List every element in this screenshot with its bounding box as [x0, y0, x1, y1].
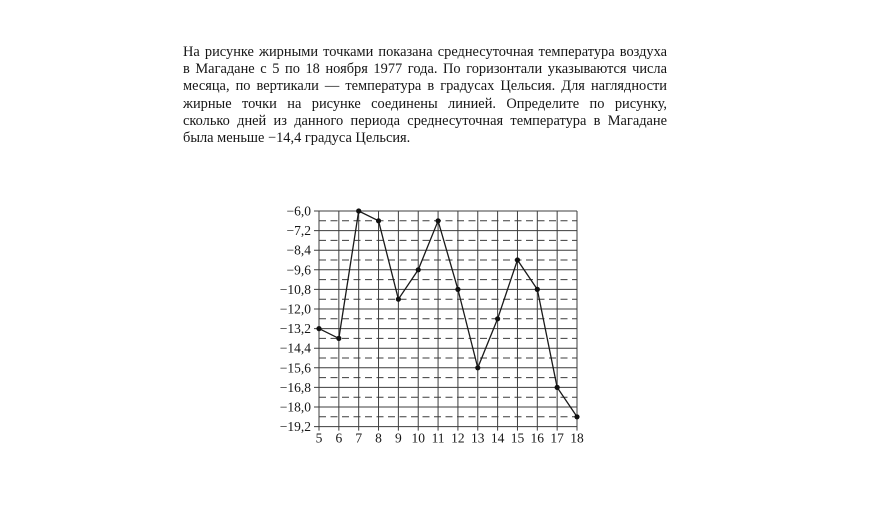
- data-point: [396, 297, 401, 302]
- x-axis-tick-label: 6: [335, 430, 343, 446]
- x-axis-tick-label: 5: [315, 430, 323, 446]
- y-axis-tick-label: −18,0: [279, 399, 311, 415]
- data-point: [316, 326, 321, 331]
- data-point: [495, 316, 500, 321]
- chart-canvas: [250, 196, 595, 458]
- y-axis-tick-label: −12,0: [279, 301, 311, 317]
- y-axis-tick-label: −16,8: [279, 379, 311, 395]
- data-point: [535, 287, 540, 292]
- y-axis-tick-label: −13,2: [279, 321, 311, 337]
- y-axis-tick-label: −7,2: [286, 223, 311, 239]
- problem-text-line: в Магадане с 5 по 18 ноября 1977 года. По горизонтали указываются числа: [183, 61, 667, 78]
- problem-text-line: месяца, по вертикали — температура в градусах Цельсия. Для наглядности: [183, 78, 667, 95]
- problem-text-line: была меньше −14,4 градуса Цельсия.: [183, 130, 411, 147]
- x-axis-tick-label: 9: [395, 430, 402, 446]
- data-point: [435, 218, 440, 223]
- problem-text-line: сколько дней из данного периода среднесуточная температура в Магадане: [183, 112, 667, 129]
- data-point: [336, 336, 341, 341]
- data-point: [475, 365, 480, 370]
- y-axis-tick-label: −10,8: [279, 281, 311, 297]
- problem-text-line: На рисунке жирными точками показана среднесуточная температура воздуха: [183, 44, 667, 60]
- x-axis-tick-label: 15: [510, 430, 525, 446]
- data-point: [376, 218, 381, 223]
- x-axis-tick-label: 7: [355, 430, 363, 446]
- data-point: [555, 385, 560, 390]
- data-point: [574, 414, 579, 419]
- y-axis-tick-label: −8,4: [286, 242, 311, 258]
- x-axis-tick-label: 18: [570, 430, 584, 446]
- data-point: [416, 267, 421, 272]
- x-axis-tick-label: 10: [411, 430, 425, 446]
- data-point: [455, 287, 460, 292]
- y-axis-tick-label: −9,6: [286, 262, 311, 278]
- y-axis-tick-label: −15,6: [279, 360, 311, 376]
- x-axis-tick-label: 11: [431, 430, 445, 446]
- data-point: [356, 208, 361, 213]
- temperature-chart: [250, 196, 595, 458]
- x-axis-tick-label: 17: [550, 430, 564, 446]
- x-axis-tick-label: 8: [375, 430, 382, 446]
- x-axis-tick-label: 13: [471, 430, 485, 446]
- x-axis-tick-label: 14: [490, 430, 505, 446]
- y-axis-tick-label: −6,0: [286, 203, 311, 219]
- temperature-line: [319, 211, 577, 417]
- problem-text-line: жирные точки на рисунке соединены линией. Определите по рисунку,: [183, 95, 667, 112]
- x-axis-tick-label: 12: [451, 430, 465, 446]
- problem-text: [183, 44, 667, 147]
- x-axis-tick-label: 16: [530, 430, 545, 446]
- data-point: [515, 257, 520, 262]
- y-axis-tick-label: −19,2: [279, 419, 311, 435]
- y-axis-tick-label: −14,4: [279, 340, 311, 356]
